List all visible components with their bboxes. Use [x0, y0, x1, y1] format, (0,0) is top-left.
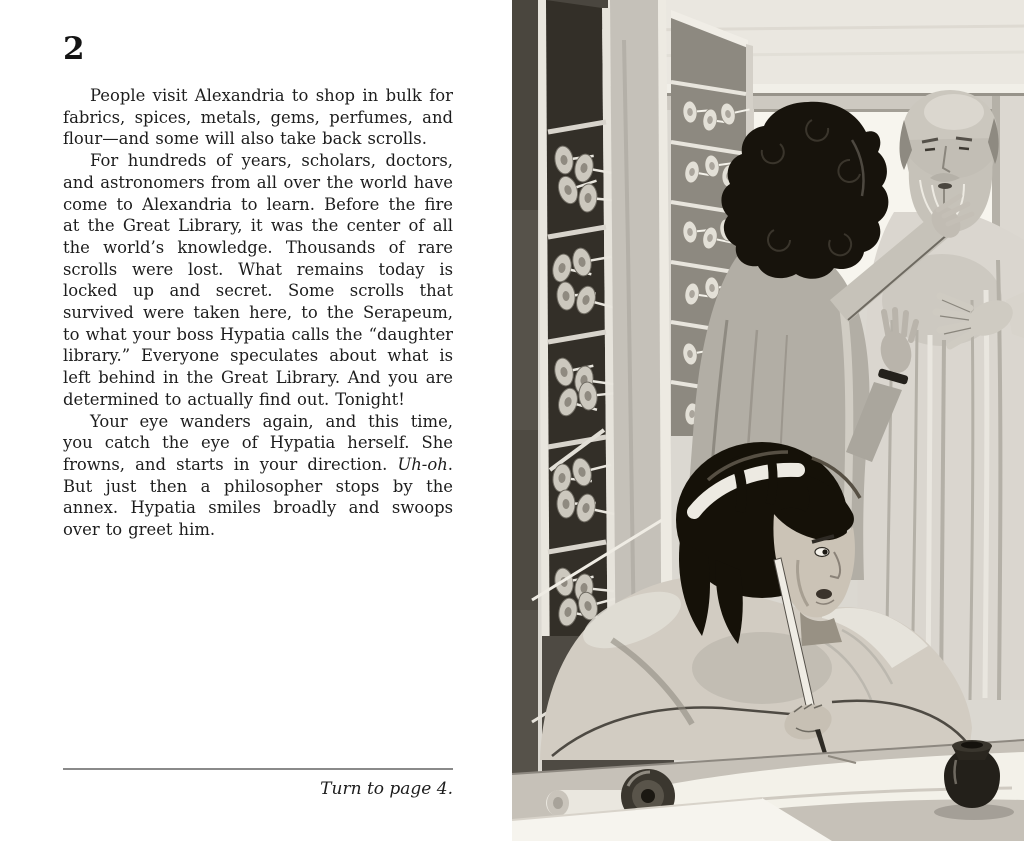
text-block: [63, 26, 453, 541]
paragraph-1: People visit Alexandria to shop in bulk for fabrics, spices, metals, gems, perfumes, and flour—and some will also take back scrolls.: [63, 86, 453, 149]
paragraph-2: For hundreds of years, scholars, doctors, and astronomers from all over the world have come to Alexandria to learn. Before the fire at the Great Library, it was the center of all the world’s knowledge. Thousands of rare scrolls were lost. What remains today is locked up and secret. Some scrolls that survived were taken here, to the Serapeum, to what your boss Hypatia calls the “daughter library.” Everyone speculates about what is left behind in the Great Library. And you are determined to actually find out. Tonight!: [63, 151, 453, 409]
paragraph-3-italic: Uh-oh: [397, 454, 448, 474]
footer-rule: [63, 768, 453, 770]
paragraph-3: [63, 411, 453, 541]
library-illustration: [512, 0, 1024, 841]
turn-instruction: Turn to page 4.: [320, 779, 453, 799]
paragraph-3-post: . But just then a philosopher stops by the annex. Hypatia smiles broadly and swoops over to greet him.: [63, 454, 453, 540]
page-footer: [63, 768, 453, 799]
illustration-page: [512, 0, 1024, 841]
chapter-number: 2: [63, 31, 85, 67]
paragraph-3-pre: Your eye wanders again, and this time, you catch the eye of Hypatia herself. She frowns, and starts in your direction.: [63, 411, 453, 474]
